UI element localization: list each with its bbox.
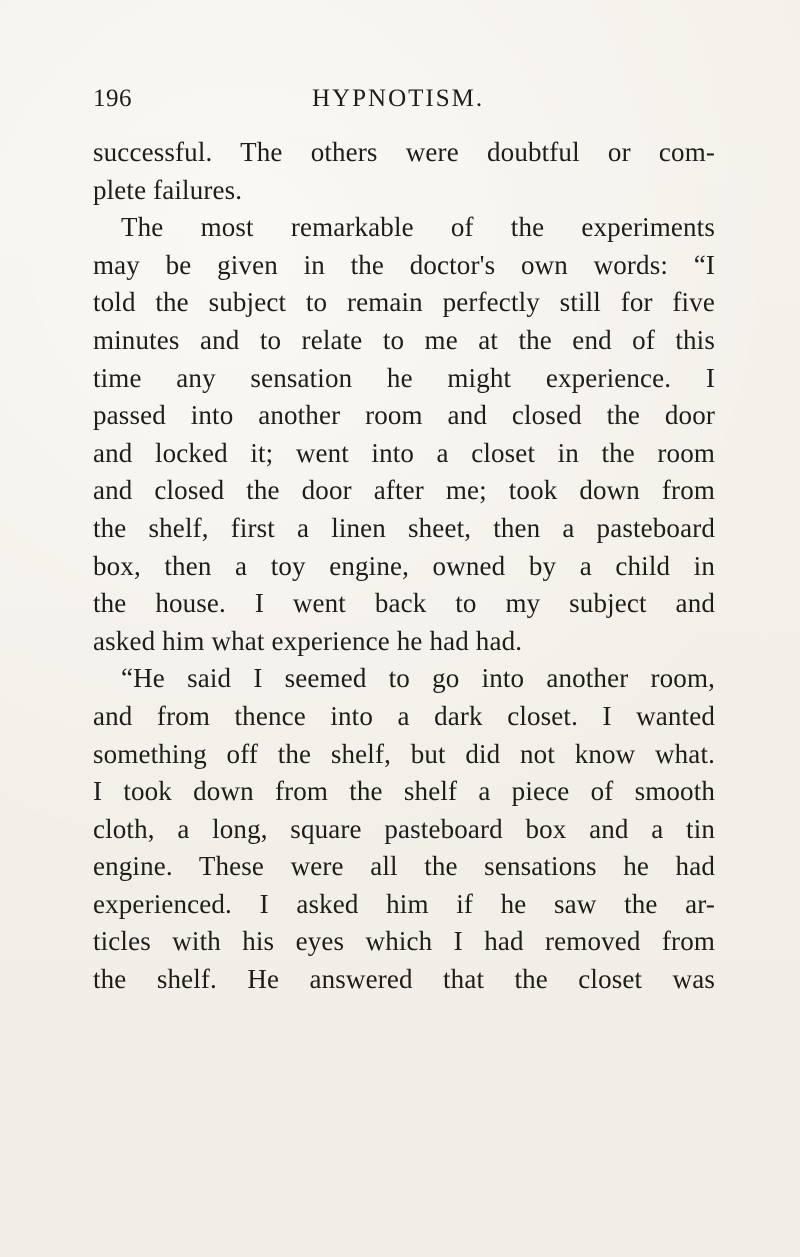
text-line: successful. The others were doubtful or com- (93, 137, 715, 167)
text-line: plete failures. (93, 174, 243, 205)
text-line: The most remarkable of the experiments (121, 212, 715, 243)
text-line: ticles with his eyes which I had removed from (93, 926, 715, 957)
text-line: and from thence into a dark closet. I wanted (93, 700, 715, 731)
text-line: something off the shelf, but did not know what. (93, 738, 715, 769)
text-line: I took down from the shelf a piece of smooth (93, 776, 715, 807)
text-line: the house. I went back to my subject and (93, 588, 715, 619)
text-line: the shelf. He answered that the closet was (93, 964, 715, 995)
text-line: and closed the door after me; took down from (93, 475, 715, 506)
text-line: the shelf, first a linen sheet, then a pasteboard (93, 512, 715, 543)
page-number: 196 (93, 85, 132, 112)
text-line: passed into another room and closed the door (93, 400, 715, 431)
text-line: “He said I seemed to go into another room, (121, 663, 715, 694)
text-line: may be given in the doctor's own words: “I (93, 249, 715, 280)
text-line: time any sensation he might experience. I (93, 362, 715, 393)
text-line: asked him what experience he had had. (93, 625, 523, 656)
text-line: told the subject to remain perfectly still for five (93, 287, 715, 318)
text-line: engine. These were all the sensations he had (93, 851, 715, 882)
text-line: box, then a toy engine, owned by a child in (93, 550, 715, 581)
body-text (93, 134, 715, 999)
text-line: cloth, a long, square pasteboard box and a tin (93, 813, 715, 844)
running-head: HYPNOTISM. (312, 85, 485, 112)
text-line: and locked it; went into a closet in the room (93, 437, 715, 468)
text-line: minutes and to relate to me at the end of this (93, 324, 715, 355)
text-line: experienced. I asked him if he saw the ar- (93, 888, 715, 919)
page-header (93, 85, 723, 125)
